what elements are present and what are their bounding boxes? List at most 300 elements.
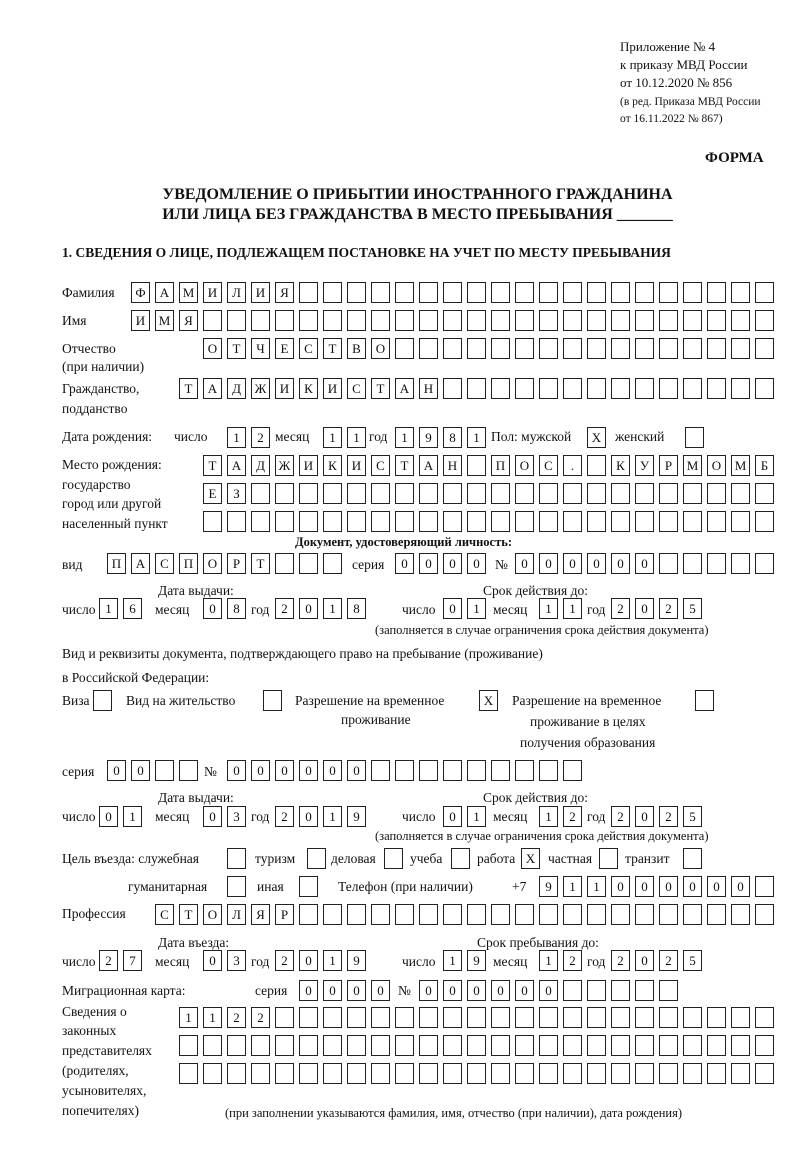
char-cell[interactable]: А [155, 282, 174, 303]
char-cell[interactable]: Ж [251, 378, 270, 399]
char-cell[interactable]: 0 [275, 760, 294, 781]
char-cell[interactable]: 0 [323, 760, 342, 781]
char-cell[interactable]: 1 [323, 427, 342, 448]
char-cell[interactable] [179, 760, 198, 781]
char-cell[interactable]: 2 [251, 1007, 270, 1028]
char-cell[interactable]: Р [659, 455, 678, 476]
char-cell[interactable] [731, 378, 750, 399]
char-cell[interactable] [611, 483, 630, 504]
char-cell[interactable] [347, 483, 366, 504]
char-cell[interactable] [587, 282, 606, 303]
char-cell[interactable]: С [371, 455, 390, 476]
char-cell[interactable] [755, 1063, 774, 1084]
char-cell[interactable]: О [515, 455, 534, 476]
char-cell[interactable] [395, 282, 414, 303]
char-cell[interactable]: 0 [299, 598, 318, 619]
char-cell[interactable] [659, 1063, 678, 1084]
char-cell[interactable]: 0 [635, 950, 654, 971]
char-cell[interactable]: А [395, 378, 414, 399]
char-cell[interactable]: О [203, 553, 222, 574]
char-cell[interactable] [419, 1063, 438, 1084]
checkbox[interactable] [384, 848, 403, 869]
char-cell[interactable]: 9 [347, 950, 366, 971]
char-cell[interactable] [371, 483, 390, 504]
char-cell[interactable] [347, 511, 366, 532]
char-cell[interactable]: Н [443, 455, 462, 476]
char-cell[interactable] [611, 511, 630, 532]
char-cell[interactable]: А [227, 455, 246, 476]
char-cell[interactable]: Л [227, 282, 246, 303]
char-cell[interactable] [227, 1035, 246, 1056]
char-cell[interactable]: Т [179, 378, 198, 399]
char-cell[interactable] [491, 1007, 510, 1028]
char-cell[interactable] [347, 1007, 366, 1028]
char-cell[interactable] [683, 378, 702, 399]
char-cell[interactable]: И [323, 378, 342, 399]
char-cell[interactable]: 0 [419, 980, 438, 1001]
char-cell[interactable] [203, 310, 222, 331]
char-cell[interactable]: С [155, 553, 174, 574]
char-cell[interactable]: 1 [587, 876, 606, 897]
char-cell[interactable]: 8 [443, 427, 462, 448]
checkbox[interactable] [227, 848, 246, 869]
char-cell[interactable] [347, 282, 366, 303]
char-cell[interactable] [755, 1007, 774, 1028]
char-cell[interactable]: 0 [443, 598, 462, 619]
char-cell[interactable] [395, 483, 414, 504]
char-cell[interactable]: Т [179, 904, 198, 925]
char-cell[interactable] [491, 1063, 510, 1084]
char-cell[interactable]: 2 [611, 598, 630, 619]
char-cell[interactable] [707, 1035, 726, 1056]
char-cell[interactable]: 9 [539, 876, 558, 897]
char-cell[interactable]: 0 [443, 806, 462, 827]
char-cell[interactable] [395, 1007, 414, 1028]
char-cell[interactable] [563, 760, 582, 781]
char-cell[interactable]: 2 [611, 950, 630, 971]
char-cell[interactable]: 3 [227, 806, 246, 827]
char-cell[interactable]: Б [755, 455, 774, 476]
char-cell[interactable] [611, 904, 630, 925]
char-cell[interactable] [683, 1063, 702, 1084]
char-cell[interactable] [299, 1007, 318, 1028]
char-cell[interactable] [515, 378, 534, 399]
char-cell[interactable]: 1 [443, 950, 462, 971]
char-cell[interactable] [251, 1063, 270, 1084]
char-cell[interactable]: 1 [467, 427, 486, 448]
char-cell[interactable] [539, 310, 558, 331]
char-cell[interactable] [587, 378, 606, 399]
char-cell[interactable]: 0 [323, 980, 342, 1001]
char-cell[interactable] [755, 553, 774, 574]
char-cell[interactable] [371, 1007, 390, 1028]
char-cell[interactable] [683, 483, 702, 504]
char-cell[interactable]: 0 [131, 760, 150, 781]
char-cell[interactable]: З [227, 483, 246, 504]
char-cell[interactable] [515, 511, 534, 532]
char-cell[interactable] [611, 310, 630, 331]
char-cell[interactable] [683, 511, 702, 532]
char-cell[interactable]: 1 [395, 427, 414, 448]
char-cell[interactable] [419, 760, 438, 781]
char-cell[interactable]: М [731, 455, 750, 476]
char-cell[interactable]: П [179, 553, 198, 574]
char-cell[interactable]: 1 [539, 950, 558, 971]
char-cell[interactable]: Д [227, 378, 246, 399]
char-cell[interactable] [587, 455, 606, 476]
checkbox[interactable] [451, 848, 470, 869]
char-cell[interactable] [443, 511, 462, 532]
char-cell[interactable] [443, 378, 462, 399]
char-cell[interactable] [635, 1035, 654, 1056]
char-cell[interactable] [515, 310, 534, 331]
char-cell[interactable] [707, 338, 726, 359]
char-cell[interactable] [203, 511, 222, 532]
char-cell[interactable] [395, 1063, 414, 1084]
char-cell[interactable]: 0 [635, 598, 654, 619]
char-cell[interactable] [611, 1007, 630, 1028]
char-cell[interactable] [707, 282, 726, 303]
char-cell[interactable]: 1 [227, 427, 246, 448]
checkbox[interactable]: X [521, 848, 540, 869]
char-cell[interactable]: 0 [443, 553, 462, 574]
char-cell[interactable] [731, 1035, 750, 1056]
char-cell[interactable] [539, 483, 558, 504]
char-cell[interactable] [683, 282, 702, 303]
char-cell[interactable]: П [491, 455, 510, 476]
char-cell[interactable] [731, 338, 750, 359]
char-cell[interactable] [251, 310, 270, 331]
char-cell[interactable] [755, 282, 774, 303]
char-cell[interactable] [731, 282, 750, 303]
char-cell[interactable]: 2 [251, 427, 270, 448]
char-cell[interactable] [443, 1035, 462, 1056]
char-cell[interactable]: Р [227, 553, 246, 574]
char-cell[interactable] [251, 483, 270, 504]
char-cell[interactable] [467, 455, 486, 476]
char-cell[interactable] [587, 1007, 606, 1028]
char-cell[interactable] [755, 378, 774, 399]
char-cell[interactable] [635, 1007, 654, 1028]
char-cell[interactable] [467, 338, 486, 359]
char-cell[interactable] [707, 904, 726, 925]
char-cell[interactable]: 0 [419, 553, 438, 574]
char-cell[interactable]: 9 [347, 806, 366, 827]
char-cell[interactable]: Т [251, 553, 270, 574]
char-cell[interactable]: 1 [323, 950, 342, 971]
char-cell[interactable] [467, 483, 486, 504]
char-cell[interactable]: 0 [347, 760, 366, 781]
checkbox[interactable] [299, 876, 318, 897]
char-cell[interactable] [155, 760, 174, 781]
char-cell[interactable] [299, 1063, 318, 1084]
char-cell[interactable]: 1 [539, 598, 558, 619]
char-cell[interactable] [731, 904, 750, 925]
char-cell[interactable] [203, 1063, 222, 1084]
char-cell[interactable]: М [683, 455, 702, 476]
char-cell[interactable] [491, 760, 510, 781]
char-cell[interactable]: 2 [659, 598, 678, 619]
char-cell[interactable]: 1 [539, 806, 558, 827]
char-cell[interactable] [659, 1035, 678, 1056]
char-cell[interactable] [659, 282, 678, 303]
char-cell[interactable]: 5 [683, 598, 702, 619]
char-cell[interactable] [443, 483, 462, 504]
char-cell[interactable]: 0 [659, 876, 678, 897]
char-cell[interactable] [443, 1063, 462, 1084]
char-cell[interactable]: Р [275, 904, 294, 925]
char-cell[interactable] [587, 483, 606, 504]
char-cell[interactable] [275, 310, 294, 331]
char-cell[interactable]: А [419, 455, 438, 476]
char-cell[interactable] [227, 1063, 246, 1084]
char-cell[interactable]: 6 [123, 598, 142, 619]
char-cell[interactable] [611, 378, 630, 399]
char-cell[interactable] [275, 1063, 294, 1084]
char-cell[interactable]: С [539, 455, 558, 476]
char-cell[interactable] [443, 338, 462, 359]
char-cell[interactable] [563, 338, 582, 359]
char-cell[interactable] [299, 310, 318, 331]
char-cell[interactable] [299, 483, 318, 504]
char-cell[interactable]: 0 [371, 980, 390, 1001]
char-cell[interactable] [515, 282, 534, 303]
char-cell[interactable] [659, 310, 678, 331]
char-cell[interactable] [467, 310, 486, 331]
char-cell[interactable]: 0 [491, 980, 510, 1001]
char-cell[interactable]: 2 [659, 806, 678, 827]
char-cell[interactable]: 0 [299, 980, 318, 1001]
char-cell[interactable]: В [347, 338, 366, 359]
char-cell[interactable] [611, 1063, 630, 1084]
char-cell[interactable] [539, 760, 558, 781]
char-cell[interactable] [515, 338, 534, 359]
char-cell[interactable]: 1 [467, 598, 486, 619]
char-cell[interactable] [635, 483, 654, 504]
char-cell[interactable]: 0 [539, 553, 558, 574]
checkbox[interactable] [683, 848, 702, 869]
char-cell[interactable] [395, 511, 414, 532]
checkbox[interactable] [227, 876, 246, 897]
char-cell[interactable]: 0 [563, 553, 582, 574]
char-cell[interactable]: 2 [611, 806, 630, 827]
char-cell[interactable] [227, 310, 246, 331]
char-cell[interactable] [539, 378, 558, 399]
char-cell[interactable]: 0 [707, 876, 726, 897]
char-cell[interactable] [395, 760, 414, 781]
char-cell[interactable]: 5 [683, 950, 702, 971]
char-cell[interactable] [515, 904, 534, 925]
char-cell[interactable]: К [299, 378, 318, 399]
char-cell[interactable]: 0 [347, 980, 366, 1001]
char-cell[interactable] [515, 760, 534, 781]
char-cell[interactable] [539, 1007, 558, 1028]
char-cell[interactable] [395, 338, 414, 359]
char-cell[interactable] [371, 760, 390, 781]
char-cell[interactable] [347, 310, 366, 331]
char-cell[interactable]: 0 [683, 876, 702, 897]
char-cell[interactable] [371, 1063, 390, 1084]
char-cell[interactable] [707, 1063, 726, 1084]
char-cell[interactable] [443, 282, 462, 303]
char-cell[interactable] [275, 483, 294, 504]
char-cell[interactable] [755, 876, 774, 897]
char-cell[interactable] [659, 1007, 678, 1028]
char-cell[interactable]: 0 [611, 876, 630, 897]
char-cell[interactable] [299, 511, 318, 532]
char-cell[interactable] [611, 1035, 630, 1056]
char-cell[interactable]: 0 [611, 553, 630, 574]
char-cell[interactable]: Т [323, 338, 342, 359]
char-cell[interactable] [467, 282, 486, 303]
char-cell[interactable]: 1 [323, 598, 342, 619]
char-cell[interactable]: П [107, 553, 126, 574]
char-cell[interactable] [467, 511, 486, 532]
char-cell[interactable] [635, 904, 654, 925]
char-cell[interactable] [659, 378, 678, 399]
char-cell[interactable]: Я [179, 310, 198, 331]
char-cell[interactable] [659, 338, 678, 359]
char-cell[interactable]: И [299, 455, 318, 476]
char-cell[interactable]: Ж [275, 455, 294, 476]
char-cell[interactable] [467, 378, 486, 399]
char-cell[interactable] [515, 1007, 534, 1028]
char-cell[interactable] [419, 282, 438, 303]
char-cell[interactable]: 0 [587, 553, 606, 574]
char-cell[interactable]: 1 [99, 598, 118, 619]
char-cell[interactable]: Т [371, 378, 390, 399]
char-cell[interactable]: Ф [131, 282, 150, 303]
char-cell[interactable] [419, 904, 438, 925]
char-cell[interactable] [659, 904, 678, 925]
char-cell[interactable] [659, 980, 678, 1001]
char-cell[interactable]: У [635, 455, 654, 476]
char-cell[interactable]: 0 [635, 876, 654, 897]
char-cell[interactable] [635, 282, 654, 303]
char-cell[interactable]: 0 [203, 950, 222, 971]
char-cell[interactable] [491, 511, 510, 532]
char-cell[interactable]: М [179, 282, 198, 303]
char-cell[interactable] [611, 980, 630, 1001]
char-cell[interactable] [419, 1035, 438, 1056]
char-cell[interactable] [395, 1035, 414, 1056]
char-cell[interactable] [467, 904, 486, 925]
char-cell[interactable] [275, 553, 294, 574]
char-cell[interactable] [563, 310, 582, 331]
char-cell[interactable]: 1 [123, 806, 142, 827]
char-cell[interactable] [539, 1035, 558, 1056]
char-cell[interactable]: . [563, 455, 582, 476]
char-cell[interactable] [563, 904, 582, 925]
char-cell[interactable] [275, 1035, 294, 1056]
char-cell[interactable]: 2 [275, 598, 294, 619]
char-cell[interactable] [323, 511, 342, 532]
char-cell[interactable]: С [155, 904, 174, 925]
char-cell[interactable]: 1 [347, 427, 366, 448]
char-cell[interactable]: 0 [467, 980, 486, 1001]
char-cell[interactable] [203, 1035, 222, 1056]
char-cell[interactable]: О [203, 904, 222, 925]
char-cell[interactable] [539, 282, 558, 303]
char-cell[interactable] [539, 338, 558, 359]
char-cell[interactable] [731, 1063, 750, 1084]
char-cell[interactable] [635, 511, 654, 532]
char-cell[interactable] [707, 511, 726, 532]
char-cell[interactable] [419, 1007, 438, 1028]
char-cell[interactable]: 0 [443, 980, 462, 1001]
char-cell[interactable]: 2 [227, 1007, 246, 1028]
char-cell[interactable]: Т [203, 455, 222, 476]
char-cell[interactable]: И [251, 282, 270, 303]
char-cell[interactable] [707, 378, 726, 399]
char-cell[interactable] [707, 483, 726, 504]
char-cell[interactable] [395, 904, 414, 925]
char-cell[interactable]: И [347, 455, 366, 476]
char-cell[interactable]: 1 [323, 806, 342, 827]
char-cell[interactable] [515, 483, 534, 504]
char-cell[interactable] [587, 310, 606, 331]
char-cell[interactable]: 2 [275, 950, 294, 971]
char-cell[interactable] [323, 553, 342, 574]
char-cell[interactable] [491, 338, 510, 359]
char-cell[interactable]: 0 [515, 553, 534, 574]
char-cell[interactable] [491, 483, 510, 504]
char-cell[interactable] [563, 1035, 582, 1056]
char-cell[interactable]: С [299, 338, 318, 359]
char-cell[interactable] [587, 1035, 606, 1056]
char-cell[interactable] [539, 904, 558, 925]
char-cell[interactable] [467, 1007, 486, 1028]
char-cell[interactable]: Т [227, 338, 246, 359]
char-cell[interactable] [419, 483, 438, 504]
checkbox[interactable] [93, 690, 112, 711]
char-cell[interactable] [635, 338, 654, 359]
char-cell[interactable]: О [203, 338, 222, 359]
char-cell[interactable] [275, 511, 294, 532]
char-cell[interactable]: 0 [731, 876, 750, 897]
char-cell[interactable]: 0 [467, 553, 486, 574]
char-cell[interactable] [707, 1007, 726, 1028]
char-cell[interactable]: И [203, 282, 222, 303]
char-cell[interactable] [443, 1007, 462, 1028]
char-cell[interactable]: 1 [563, 598, 582, 619]
char-cell[interactable] [707, 553, 726, 574]
char-cell[interactable] [323, 1007, 342, 1028]
char-cell[interactable] [347, 1063, 366, 1084]
char-cell[interactable] [563, 483, 582, 504]
char-cell[interactable]: 1 [179, 1007, 198, 1028]
char-cell[interactable] [587, 980, 606, 1001]
char-cell[interactable] [371, 1035, 390, 1056]
char-cell[interactable] [707, 310, 726, 331]
char-cell[interactable] [731, 310, 750, 331]
char-cell[interactable] [251, 1035, 270, 1056]
char-cell[interactable]: И [275, 378, 294, 399]
char-cell[interactable]: А [131, 553, 150, 574]
char-cell[interactable] [587, 511, 606, 532]
char-cell[interactable] [299, 1035, 318, 1056]
char-cell[interactable] [491, 282, 510, 303]
char-cell[interactable]: Д [251, 455, 270, 476]
char-cell[interactable]: 1 [203, 1007, 222, 1028]
char-cell[interactable]: 1 [563, 876, 582, 897]
char-cell[interactable]: Л [227, 904, 246, 925]
char-cell[interactable] [323, 310, 342, 331]
char-cell[interactable] [419, 310, 438, 331]
char-cell[interactable]: 5 [683, 806, 702, 827]
char-cell[interactable]: 8 [347, 598, 366, 619]
char-cell[interactable] [683, 1007, 702, 1028]
